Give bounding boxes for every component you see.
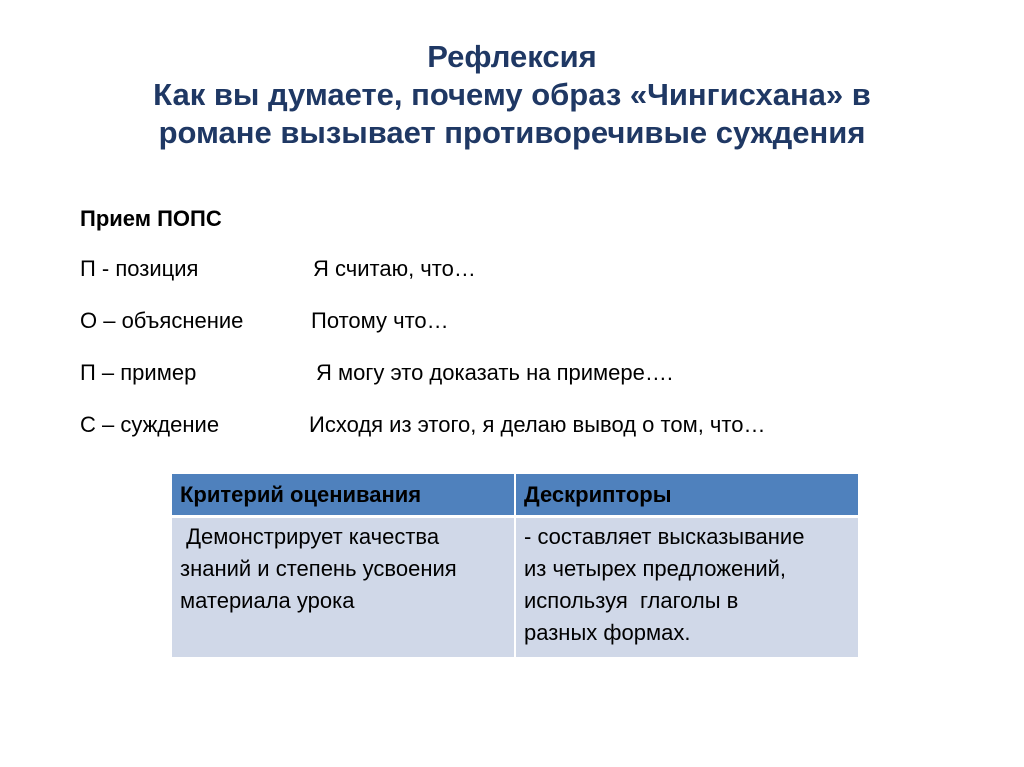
cell-line: из четырех предложений,: [524, 556, 787, 581]
cell-line: материала урока: [180, 588, 355, 613]
method-row-example: [80, 358, 673, 388]
method-row-judgement: [80, 410, 766, 440]
cell-line: знаний и степень усвоения: [180, 556, 457, 581]
method-row-explanation: [80, 306, 449, 336]
row-phrase: Я считаю, что…: [313, 256, 476, 281]
method-heading: Прием ПОПС: [80, 206, 222, 231]
criteria-table: [172, 474, 858, 657]
title-line-3: романе вызывает противоречивые суждения: [158, 115, 866, 150]
descriptors-cell: [515, 517, 858, 658]
row-phrase: Я могу это доказать на примере….: [316, 360, 673, 385]
slide-title: [0, 38, 1024, 152]
table-header-row: [172, 474, 858, 517]
row-label: П - позиция: [80, 256, 199, 281]
title-line-1: Рефлексия: [427, 39, 597, 74]
table-row: [172, 517, 858, 658]
cell-line: Демонстрирует качества: [180, 524, 440, 549]
row-phrase: Потому что…: [311, 308, 449, 333]
title-line-2: Как вы думаете, почему образ «Чингисхана» в: [153, 77, 871, 112]
criterion-cell: [172, 517, 515, 658]
row-label: О – объяснение: [80, 308, 244, 333]
cell-line: - составляет высказывание: [524, 524, 805, 549]
row-phrase: Исходя из этого, я делаю вывод о том, что…: [309, 412, 766, 437]
header-criterion: Критерий оценивания: [172, 474, 515, 517]
row-label: П – пример: [80, 360, 197, 385]
cell-line: используя глаголы в: [524, 588, 739, 613]
cell-line: разных формах.: [524, 620, 691, 645]
method-row-position: [80, 254, 476, 284]
row-label: С – суждение: [80, 412, 220, 437]
header-descriptors: Дескрипторы: [515, 474, 858, 517]
